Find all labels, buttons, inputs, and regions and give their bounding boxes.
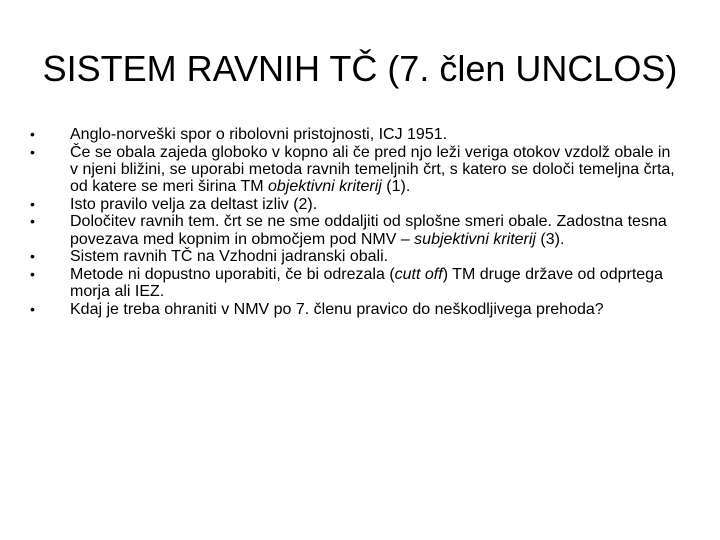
bullet-marker: •: [30, 213, 35, 230]
bullet-marker: •: [30, 143, 35, 160]
bullet-marker: •: [30, 265, 35, 282]
bullet-text: Isto pravilo velja za deltast izliv (2).: [70, 195, 318, 213]
bullet-text: Metode ni dopustno uporabiti, če bi odrezala (: [70, 265, 395, 283]
bullet-item: [30, 213, 675, 248]
bullet-item: [30, 301, 675, 318]
bullet-marker: •: [30, 126, 35, 142]
bullet-list: [30, 126, 675, 318]
bullet-text: (3).: [535, 230, 565, 248]
bullet-item: [30, 144, 675, 196]
bullet-text: Če se obala zajeda globoko v kopno ali če pred njo leži veriga otokov vzdolž obale in v njeni bližini, se uporabi metoda ravnih temeljnih črt, s katero se določi temeljna črta, od katere se meri širina TM: [70, 143, 675, 196]
bullet-text: ) TM druge države od odprtega morja ali IEZ.: [70, 265, 663, 301]
bullet-item: [30, 196, 675, 213]
bullet-text-italic: objektivni kriterij: [268, 178, 382, 196]
bullet-text: Kdaj je treba ohraniti v NMV po 7. členu pravico do neškodljivega prehoda?: [70, 300, 604, 318]
bullet-item: [30, 126, 675, 143]
bullet-text: Sistem ravnih TČ na Vzhodni jadranski obali.: [70, 248, 389, 266]
bullet-text-italic: cutt off: [394, 265, 443, 283]
bullet-item: [30, 248, 675, 265]
bullet-marker: •: [30, 195, 35, 212]
bullet-marker: •: [30, 248, 35, 265]
bullet-text: (1).: [381, 178, 411, 196]
bullet-item: [30, 266, 675, 301]
slide-title: SISTEM RAVNIH TČ (7. člen UNCLOS): [42, 48, 678, 89]
bullet-text: Določitev ravnih tem. črt se ne sme oddaljiti od splošne smeri obale. Zadostna tesna povezava med kopnim in območjem pod NMV –: [70, 213, 667, 248]
bullet-text: Anglo-norveški spor o ribolovni pristojnosti, ICJ 1951.: [70, 126, 448, 143]
bullet-text-italic: subjektivni kriterij: [414, 230, 536, 248]
bullet-marker: •: [30, 300, 35, 317]
